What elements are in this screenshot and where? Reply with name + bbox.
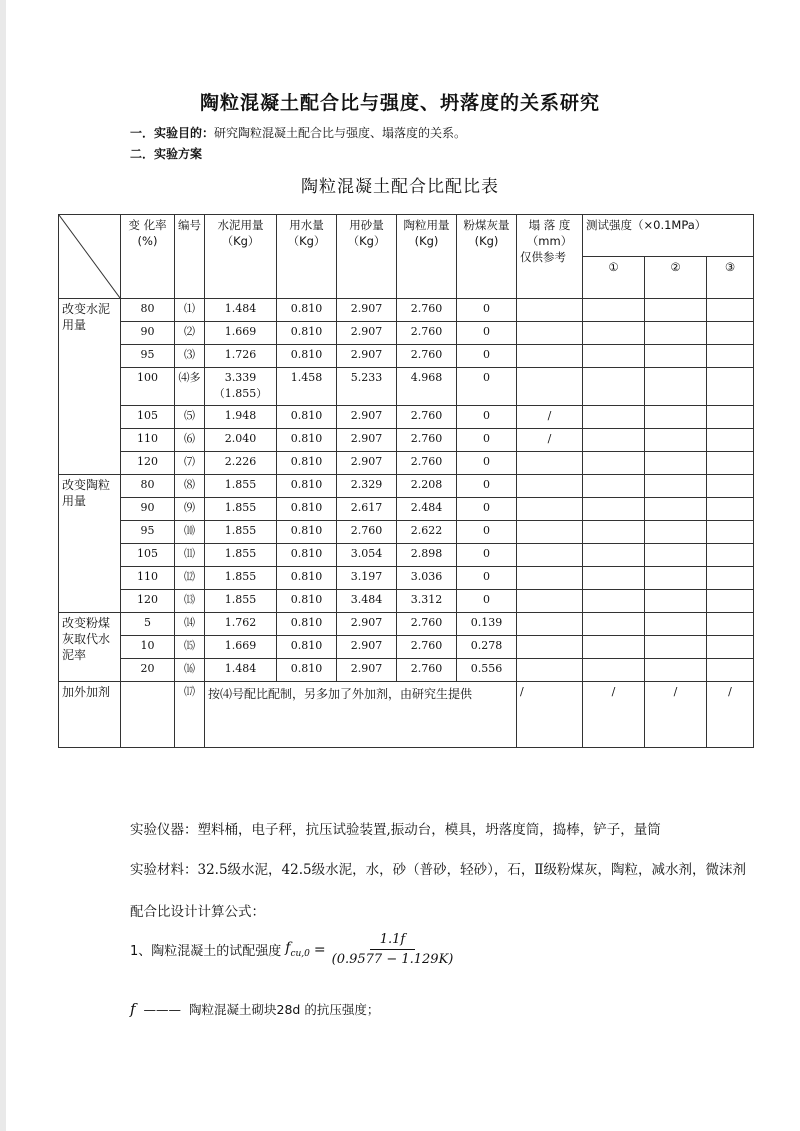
cell-rate	[121, 682, 175, 748]
header-ceramsite: 陶粒用量(Kg)	[397, 215, 457, 299]
cell-strength-3	[707, 567, 754, 590]
cell-id: ⑵	[175, 322, 205, 345]
cell-strength-2	[645, 475, 707, 498]
table-row	[59, 521, 754, 544]
section-purpose	[130, 124, 466, 141]
cell-slump	[517, 299, 583, 322]
header-slump-note: 仅供参考	[520, 250, 566, 264]
cell-strength-2	[645, 567, 707, 590]
cell-strength-1	[583, 567, 645, 590]
cell-strength-3	[707, 299, 754, 322]
header-flyash: 粉煤灰量(Kg)	[457, 215, 517, 299]
cell-strength-2	[645, 659, 707, 682]
cell-id: ⒃	[175, 659, 205, 682]
cell-cement: 2.040	[205, 429, 277, 452]
cell-ceramsite: 2.898	[397, 544, 457, 567]
cell-cement: 1.948	[205, 406, 277, 429]
cell-strength-2	[645, 498, 707, 521]
cell-flyash: 0	[457, 345, 517, 368]
table-row	[59, 345, 754, 368]
cell-strength-1	[583, 498, 645, 521]
cell-rate: 105	[121, 544, 175, 567]
cell-cement: 1.855	[205, 590, 277, 613]
cell-ceramsite: 2.760	[397, 345, 457, 368]
table-row	[59, 636, 754, 659]
cell-id: ⑼	[175, 498, 205, 521]
cell-slump	[517, 521, 583, 544]
cell-slump: /	[517, 429, 583, 452]
table-row-admixture	[59, 682, 754, 748]
cell-flyash: 0	[457, 406, 517, 429]
cell-cement: 1.484	[205, 299, 277, 322]
cell-strength-2	[645, 636, 707, 659]
cell-sand: 3.197	[337, 567, 397, 590]
cell-ceramsite: 2.760	[397, 636, 457, 659]
cell-ceramsite: 2.760	[397, 452, 457, 475]
cell-flyash: 0	[457, 521, 517, 544]
cell-flyash: 0.556	[457, 659, 517, 682]
cell-strength-1	[583, 368, 645, 406]
cell-water: 0.810	[277, 567, 337, 590]
cell-sand: 2.907	[337, 406, 397, 429]
cell-cement: 3.339（1.855）	[205, 368, 277, 406]
cell-water: 0.810	[277, 429, 337, 452]
trial-strength-formula	[130, 932, 453, 967]
cell-id: ⑶	[175, 345, 205, 368]
cell-strength-3	[707, 659, 754, 682]
formula-lhs-symbol: f	[285, 940, 291, 957]
cell-strength-3	[707, 613, 754, 636]
cell-cement: 1.855	[205, 567, 277, 590]
cell-strength-3	[707, 368, 754, 406]
cell-water: 0.810	[277, 613, 337, 636]
cell-strength-3	[707, 544, 754, 567]
cell-sand: 3.484	[337, 590, 397, 613]
cell-sand: 2.617	[337, 498, 397, 521]
cell-rate: 120	[121, 590, 175, 613]
formula-equals: =	[313, 941, 326, 958]
cell-ceramsite: 2.760	[397, 429, 457, 452]
cell-slump	[517, 544, 583, 567]
cell-slump	[517, 659, 583, 682]
cell-water: 0.810	[277, 636, 337, 659]
cell-ceramsite: 2.760	[397, 406, 457, 429]
group-label: 加外加剂	[59, 682, 121, 748]
cell-strength-2	[645, 322, 707, 345]
cell-strength-1	[583, 636, 645, 659]
table-row	[59, 567, 754, 590]
cell-sand: 2.329	[337, 475, 397, 498]
cell-id: ⑾	[175, 544, 205, 567]
cell-ceramsite: 2.760	[397, 322, 457, 345]
instruments-note: 实验仪器：塑料桶，电子秤，抗压试验装置,振动台，模具，坍落度筒，捣棒，铲子，量筒	[130, 822, 661, 838]
cell-slump	[517, 345, 583, 368]
cell-strength-1	[583, 544, 645, 567]
cell-strength-2	[645, 299, 707, 322]
cell-sand: 2.760	[337, 521, 397, 544]
cell-strength-1	[583, 429, 645, 452]
header-slump	[517, 215, 583, 299]
cell-water: 0.810	[277, 590, 337, 613]
cell-strength-3	[707, 636, 754, 659]
header-id: 编号	[175, 215, 205, 299]
cell-sand: 2.907	[337, 322, 397, 345]
table-row	[59, 498, 754, 521]
diagonal-line	[59, 215, 120, 298]
cell-cement: 1.726	[205, 345, 277, 368]
header-strength-2: ②	[645, 257, 707, 299]
cell-rate: 90	[121, 498, 175, 521]
cell-water: 0.810	[277, 322, 337, 345]
table-row	[59, 299, 754, 322]
cell-id: ⑺	[175, 452, 205, 475]
cell-sand: 2.907	[337, 659, 397, 682]
page-edge	[0, 0, 6, 1131]
cell-rate: 5	[121, 613, 175, 636]
cell-id: ⑹	[175, 429, 205, 452]
formula-heading: 配合比设计计算公式：	[130, 904, 265, 920]
header-slump-label: 塌 落 度（mm）	[526, 218, 573, 248]
cell-strength-1	[583, 299, 645, 322]
cell-sand: 3.054	[337, 544, 397, 567]
cell-sand: 2.907	[337, 613, 397, 636]
admixture-description: 按⑷号配比配制，另多加了外加剂，由研究生提供	[205, 682, 517, 748]
cell-cement: 1.855	[205, 475, 277, 498]
cell-water: 0.810	[277, 544, 337, 567]
cell-strength-3	[707, 452, 754, 475]
cell-rate: 95	[121, 521, 175, 544]
cell-id: ⒁	[175, 613, 205, 636]
table-row	[59, 613, 754, 636]
cell-id: ⒄	[175, 682, 205, 748]
cell-slump	[517, 498, 583, 521]
table-row	[59, 475, 754, 498]
cell-strength-3	[707, 521, 754, 544]
cell-water: 0.810	[277, 299, 337, 322]
cell-slump	[517, 590, 583, 613]
table-row	[59, 429, 754, 452]
header-rate: 变 化率(%)	[121, 215, 175, 299]
cell-rate: 80	[121, 299, 175, 322]
materials-note: 实验材料：32.5级水泥，42.5级水泥，水，砂（普砂，轻砂），石，Ⅱ级粉煤灰，陶粒，减水剂，微沫剂	[130, 862, 747, 878]
cell-slump: /	[517, 682, 583, 748]
cell-cement: 1.855	[205, 498, 277, 521]
section-plan	[130, 145, 202, 162]
group-label: 改变粉煤灰取代水泥率	[59, 613, 121, 682]
cell-ceramsite: 3.312	[397, 590, 457, 613]
cell-strength-3	[707, 590, 754, 613]
cell-strength-2	[645, 452, 707, 475]
cell-sand: 2.907	[337, 299, 397, 322]
cell-id: ⑻	[175, 475, 205, 498]
cell-water: 0.810	[277, 475, 337, 498]
cell-strength-1	[583, 590, 645, 613]
cell-slump	[517, 368, 583, 406]
cell-rate: 105	[121, 406, 175, 429]
cell-flyash: 0	[457, 567, 517, 590]
cell-flyash: 0	[457, 544, 517, 567]
cell-flyash: 0	[457, 475, 517, 498]
cell-water: 0.810	[277, 659, 337, 682]
cell-water: 0.810	[277, 345, 337, 368]
cell-strength-2	[645, 590, 707, 613]
cell-strength-1	[583, 659, 645, 682]
cell-id: ⑸	[175, 406, 205, 429]
mix-ratio-table	[58, 214, 754, 748]
f-dashes: ———	[143, 1002, 182, 1017]
cell-strength-2	[645, 368, 707, 406]
cell-strength-3	[707, 498, 754, 521]
formula-fraction	[332, 932, 454, 967]
section-plan-label: 二．实验方案	[130, 147, 203, 161]
cell-water: 0.810	[277, 406, 337, 429]
cell-water: 1.458	[277, 368, 337, 406]
cell-slump	[517, 613, 583, 636]
cell-id: ⑷多	[175, 368, 205, 406]
cell-flyash: 0	[457, 368, 517, 406]
cell-water: 0.810	[277, 521, 337, 544]
cell-flyash: 0.139	[457, 613, 517, 636]
cell-slump	[517, 567, 583, 590]
cell-id: ⑴	[175, 299, 205, 322]
cell-strength-1	[583, 406, 645, 429]
section-purpose-label: 一．实验目的：	[130, 126, 215, 140]
cell-id: ⑽	[175, 521, 205, 544]
cell-flyash: 0	[457, 322, 517, 345]
cell-cement: 2.226	[205, 452, 277, 475]
formula-lhs	[285, 940, 310, 959]
cell-strength-2	[645, 406, 707, 429]
diagonal-corner-cell	[59, 215, 121, 299]
header-water: 用水量（Kg）	[277, 215, 337, 299]
cell-id: ⒀	[175, 590, 205, 613]
cell-sand: 5.233	[337, 368, 397, 406]
cell-rate: 80	[121, 475, 175, 498]
cell-water: 0.810	[277, 452, 337, 475]
table-row	[59, 590, 754, 613]
cell-strength-1	[583, 345, 645, 368]
cell-sand: 2.907	[337, 452, 397, 475]
cell-strength-2: /	[645, 682, 707, 748]
cell-rate: 100	[121, 368, 175, 406]
cell-cement: 1.855	[205, 521, 277, 544]
table-row	[59, 659, 754, 682]
formula-label: 1、陶粒混凝土的试配强度	[130, 944, 282, 959]
cell-strength-3	[707, 322, 754, 345]
cell-sand: 2.907	[337, 636, 397, 659]
table-row	[59, 368, 754, 406]
cell-strength-2	[645, 544, 707, 567]
cell-rate: 120	[121, 452, 175, 475]
cell-cement: 1.669	[205, 636, 277, 659]
table-body	[59, 299, 754, 748]
cell-cement: 1.669	[205, 322, 277, 345]
cell-rate: 90	[121, 322, 175, 345]
cell-flyash: 0	[457, 498, 517, 521]
cell-id: ⑿	[175, 567, 205, 590]
cell-flyash: 0	[457, 452, 517, 475]
cell-slump	[517, 322, 583, 345]
cell-slump: /	[517, 406, 583, 429]
formula-numerator: 1.1f	[370, 932, 416, 950]
cell-flyash: 0.278	[457, 636, 517, 659]
cell-ceramsite: 2.760	[397, 299, 457, 322]
cell-ceramsite: 2.484	[397, 498, 457, 521]
cell-strength-3	[707, 429, 754, 452]
cell-sand: 2.907	[337, 429, 397, 452]
section-purpose-text: 研究陶粒混凝土配合比与强度、塌落度的关系。	[214, 126, 467, 140]
cell-strength-1	[583, 613, 645, 636]
table-row	[59, 452, 754, 475]
cell-ceramsite: 2.622	[397, 521, 457, 544]
cell-ceramsite: 2.760	[397, 659, 457, 682]
group-label: 改变水泥用量	[59, 299, 121, 475]
cell-slump	[517, 452, 583, 475]
cell-strength-2	[645, 429, 707, 452]
formula-lhs-sub: cu,0	[290, 948, 310, 959]
cell-ceramsite: 3.036	[397, 567, 457, 590]
cell-strength-1	[583, 475, 645, 498]
cell-rate: 10	[121, 636, 175, 659]
cell-rate: 110	[121, 567, 175, 590]
cell-id: ⒂	[175, 636, 205, 659]
cell-cement: 1.762	[205, 613, 277, 636]
table-row	[59, 406, 754, 429]
cell-flyash: 0	[457, 590, 517, 613]
table-row	[59, 322, 754, 345]
cell-ceramsite: 4.968	[397, 368, 457, 406]
cell-rate: 20	[121, 659, 175, 682]
cell-strength-3: /	[707, 682, 754, 748]
f-symbol: f	[130, 1000, 136, 1018]
cell-ceramsite: 2.760	[397, 613, 457, 636]
f-description: 陶粒混凝土砌块28d 的抗压强度；	[189, 1002, 380, 1017]
cell-flyash: 0	[457, 299, 517, 322]
cell-strength-1	[583, 521, 645, 544]
cell-strength-1	[583, 322, 645, 345]
cell-strength-2	[645, 345, 707, 368]
cell-strength-3	[707, 406, 754, 429]
header-strength: 测试强度（×0.1MPa）	[583, 215, 754, 257]
table-row	[59, 544, 754, 567]
header-strength-1: ①	[583, 257, 645, 299]
header-strength-3: ③	[707, 257, 754, 299]
cell-slump	[517, 636, 583, 659]
header-sand: 用砂量（Kg）	[337, 215, 397, 299]
group-label: 改变陶粒用量	[59, 475, 121, 613]
cell-rate: 95	[121, 345, 175, 368]
cell-strength-2	[645, 521, 707, 544]
f-definition	[130, 1000, 379, 1018]
cell-cement: 1.855	[205, 544, 277, 567]
cell-strength-1	[583, 452, 645, 475]
cell-strength-2	[645, 613, 707, 636]
header-cement: 水泥用量（Kg）	[205, 215, 277, 299]
formula-denominator: (0.9577 − 1.129K)	[331, 952, 454, 967]
cell-sand: 2.907	[337, 345, 397, 368]
cell-ceramsite: 2.208	[397, 475, 457, 498]
cell-slump	[517, 475, 583, 498]
cell-strength-3	[707, 475, 754, 498]
table-title: 陶粒混凝土配合比配比表	[301, 177, 499, 197]
cell-flyash: 0	[457, 429, 517, 452]
cell-cement: 1.484	[205, 659, 277, 682]
cell-strength-1: /	[583, 682, 645, 748]
cell-strength-3	[707, 345, 754, 368]
cell-water: 0.810	[277, 498, 337, 521]
cell-rate: 110	[121, 429, 175, 452]
document-title: 陶粒混凝土配合比与强度、坍落度的关系研究	[199, 92, 600, 114]
